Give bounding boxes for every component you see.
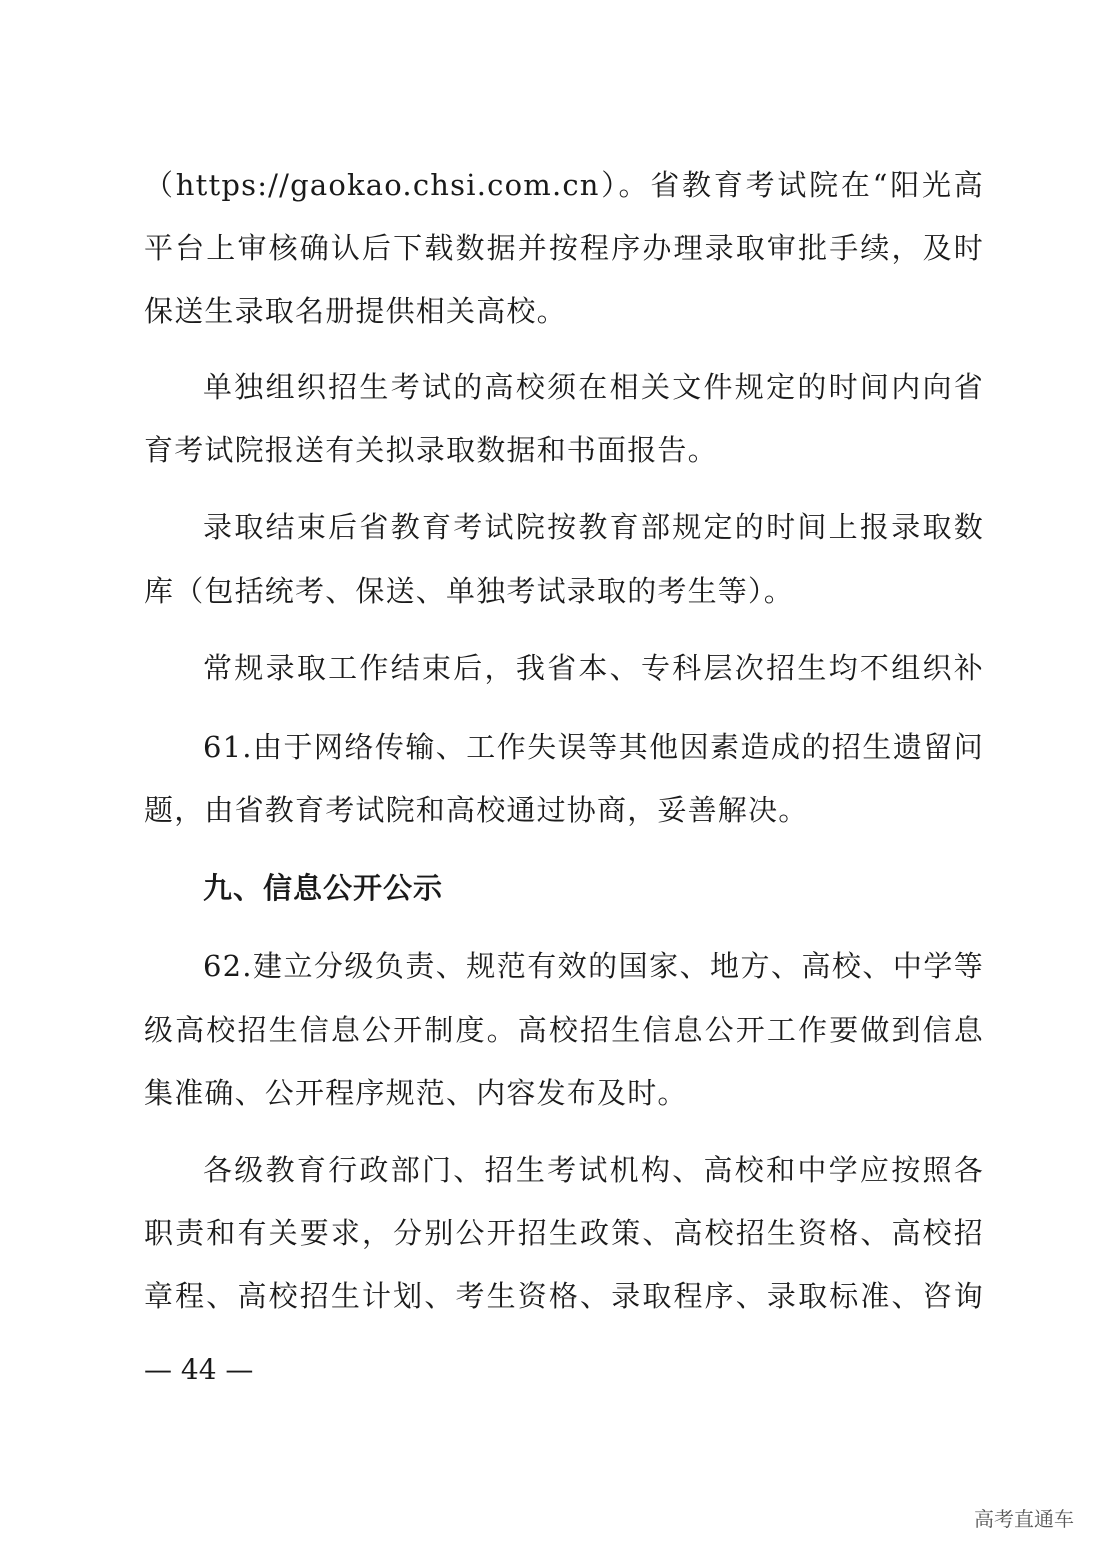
body-line-5: 育考试院报送有关拟录取数据和书面报告。 bbox=[144, 433, 718, 467]
body-line-7: 库（包括统考、保送、单独考试录取的考生等）。 bbox=[144, 574, 794, 608]
body-line-12: 级高校招生信息公开制度。高校招生信息公开工作要做到信息 bbox=[144, 1013, 984, 1047]
body-line-14: 各级教育行政部门、招生考试机构、高校和中学应按照各 bbox=[203, 1153, 984, 1187]
body-line-4: 单独组织招生考试的高校须在相关文件规定的时间内向省 bbox=[203, 370, 984, 404]
body-line-1: （https://gaokao.chsi.com.cn）。省教育考试院在“阳光高 bbox=[144, 168, 984, 202]
body-line-16: 章程、高校招生计划、考生资格、录取程序、录取标准、咨询 bbox=[144, 1279, 984, 1313]
page-number: — 44 — bbox=[144, 1353, 254, 1386]
body-line-6: 录取结束后省教育考试院按教育部规定的时间上报录取数 bbox=[203, 510, 984, 544]
body-line-15: 职责和有关要求，分别公开招生政策、高校招生资格、高校招 bbox=[144, 1216, 984, 1250]
body-line-13: 集准确、公开程序规范、内容发布及时。 bbox=[144, 1076, 688, 1110]
body-line-2: 平台上审核确认后下载数据并按程序办理录取审批手续，及时 bbox=[144, 231, 984, 265]
watermark: 高考直通车 bbox=[974, 1507, 1074, 1531]
section-heading: 九、信息公开公示 bbox=[203, 871, 444, 905]
body-line-11: 62.建立分级负责、规范有效的国家、地方、高校、中学等 bbox=[203, 949, 984, 983]
body-line-3: 保送生录取名册提供相关高校。 bbox=[144, 294, 567, 328]
body-line-10: 题，由省教育考试院和高校通过协商，妥善解决。 bbox=[144, 793, 809, 827]
body-line-8: 常规录取工作结束后，我省本、专科层次招生均不组织补 bbox=[203, 651, 984, 685]
body-line-9: 61.由于网络传输、工作失误等其他因素造成的招生遗留问 bbox=[203, 730, 984, 764]
